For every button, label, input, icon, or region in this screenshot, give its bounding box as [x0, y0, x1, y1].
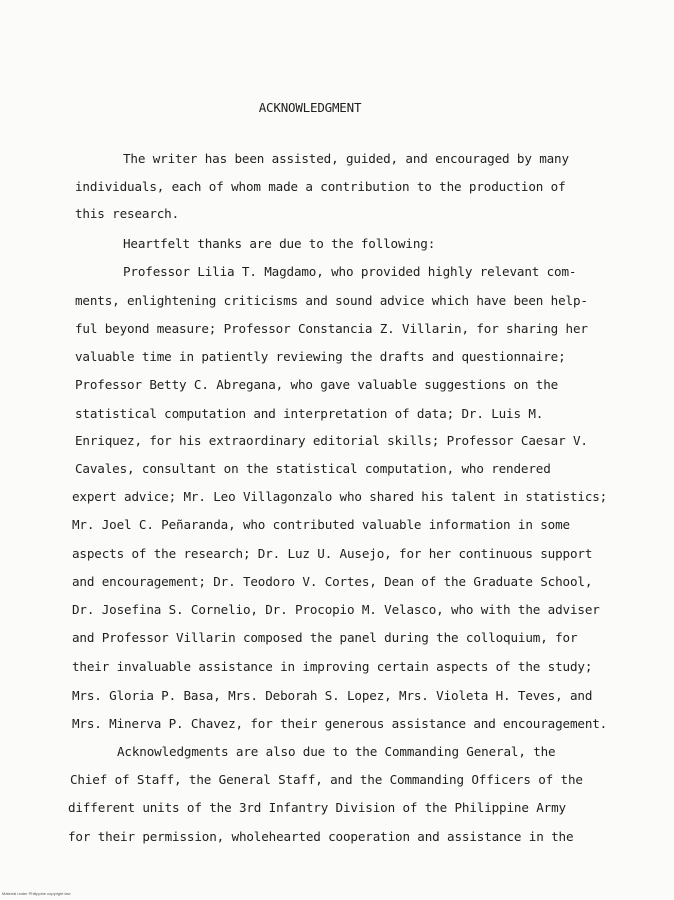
text-line: Acknowledgments are also due to the Commanding General, the — [117, 744, 556, 759]
text-line: aspects of the research; Dr. Luz U. Ausejo, for her continuous support — [72, 546, 593, 561]
text-line: Chief of Staff, the General Staff, and the Commanding Officers of the — [70, 772, 583, 787]
text-line: Mrs. Minerva P. Chavez, for their generous assistance and encouragement. — [72, 716, 608, 731]
text-line: Cavales, consultant on the statistical computation, who rendered — [75, 461, 551, 476]
text-line: Mr. Joel C. Peñaranda, who contributed valuable information in some — [72, 517, 570, 532]
text-line: statistical computation and interpretation of data; Dr. Luis M. — [75, 406, 544, 421]
text-line: expert advice; Mr. Leo Villagonzalo who shared his talent in statistics; — [72, 489, 608, 504]
text-line: this research. — [75, 206, 180, 221]
text-line: individuals, each of whom made a contribution to the production of — [75, 179, 566, 194]
text-line: ful beyond measure; Professor Constancia Z. Villarin, for sharing her — [75, 321, 588, 336]
page-title: ACKNOWLEDGMENT — [258, 100, 362, 115]
text-line: Professor Betty C. Abregana, who gave valuable suggestions on the — [75, 377, 559, 392]
text-line: The writer has been assisted, guided, and encouraged by many — [123, 151, 569, 166]
text-line: Professor Lilia T. Magdamo, who provided highly relevant com- — [123, 264, 577, 279]
text-line: ments, enlightening criticisms and sound advice which have been help- — [75, 293, 588, 308]
footer-stamp: Material under Philippine copyright law — [2, 891, 71, 896]
text-line: their invaluable assistance in improving certain aspects of the study; — [72, 659, 593, 674]
text-line: Enriquez, for his extraordinary editorial skills; Professor Caesar V. — [75, 433, 588, 448]
text-line: for their permission, wholehearted cooperation and assistance in the — [68, 829, 574, 844]
text-line: Heartfelt thanks are due to the following: — [123, 236, 436, 251]
text-line: Dr. Josefina S. Cornelio, Dr. Procopio M. Velasco, who with the adviser — [72, 602, 600, 617]
text-line: different units of the 3rd Infantry Division of the Philippine Army — [68, 800, 566, 815]
text-line: Mrs. Gloria P. Basa, Mrs. Deborah S. Lopez, Mrs. Violeta H. Teves, and — [72, 688, 593, 703]
text-line: and encouragement; Dr. Teodoro V. Cortes, Dean of the Graduate School, — [72, 574, 593, 589]
text-line: valuable time in patiently reviewing the drafts and questionnaire; — [75, 349, 566, 364]
text-line: and Professor Villarin composed the panel during the colloquium, for — [72, 630, 578, 645]
